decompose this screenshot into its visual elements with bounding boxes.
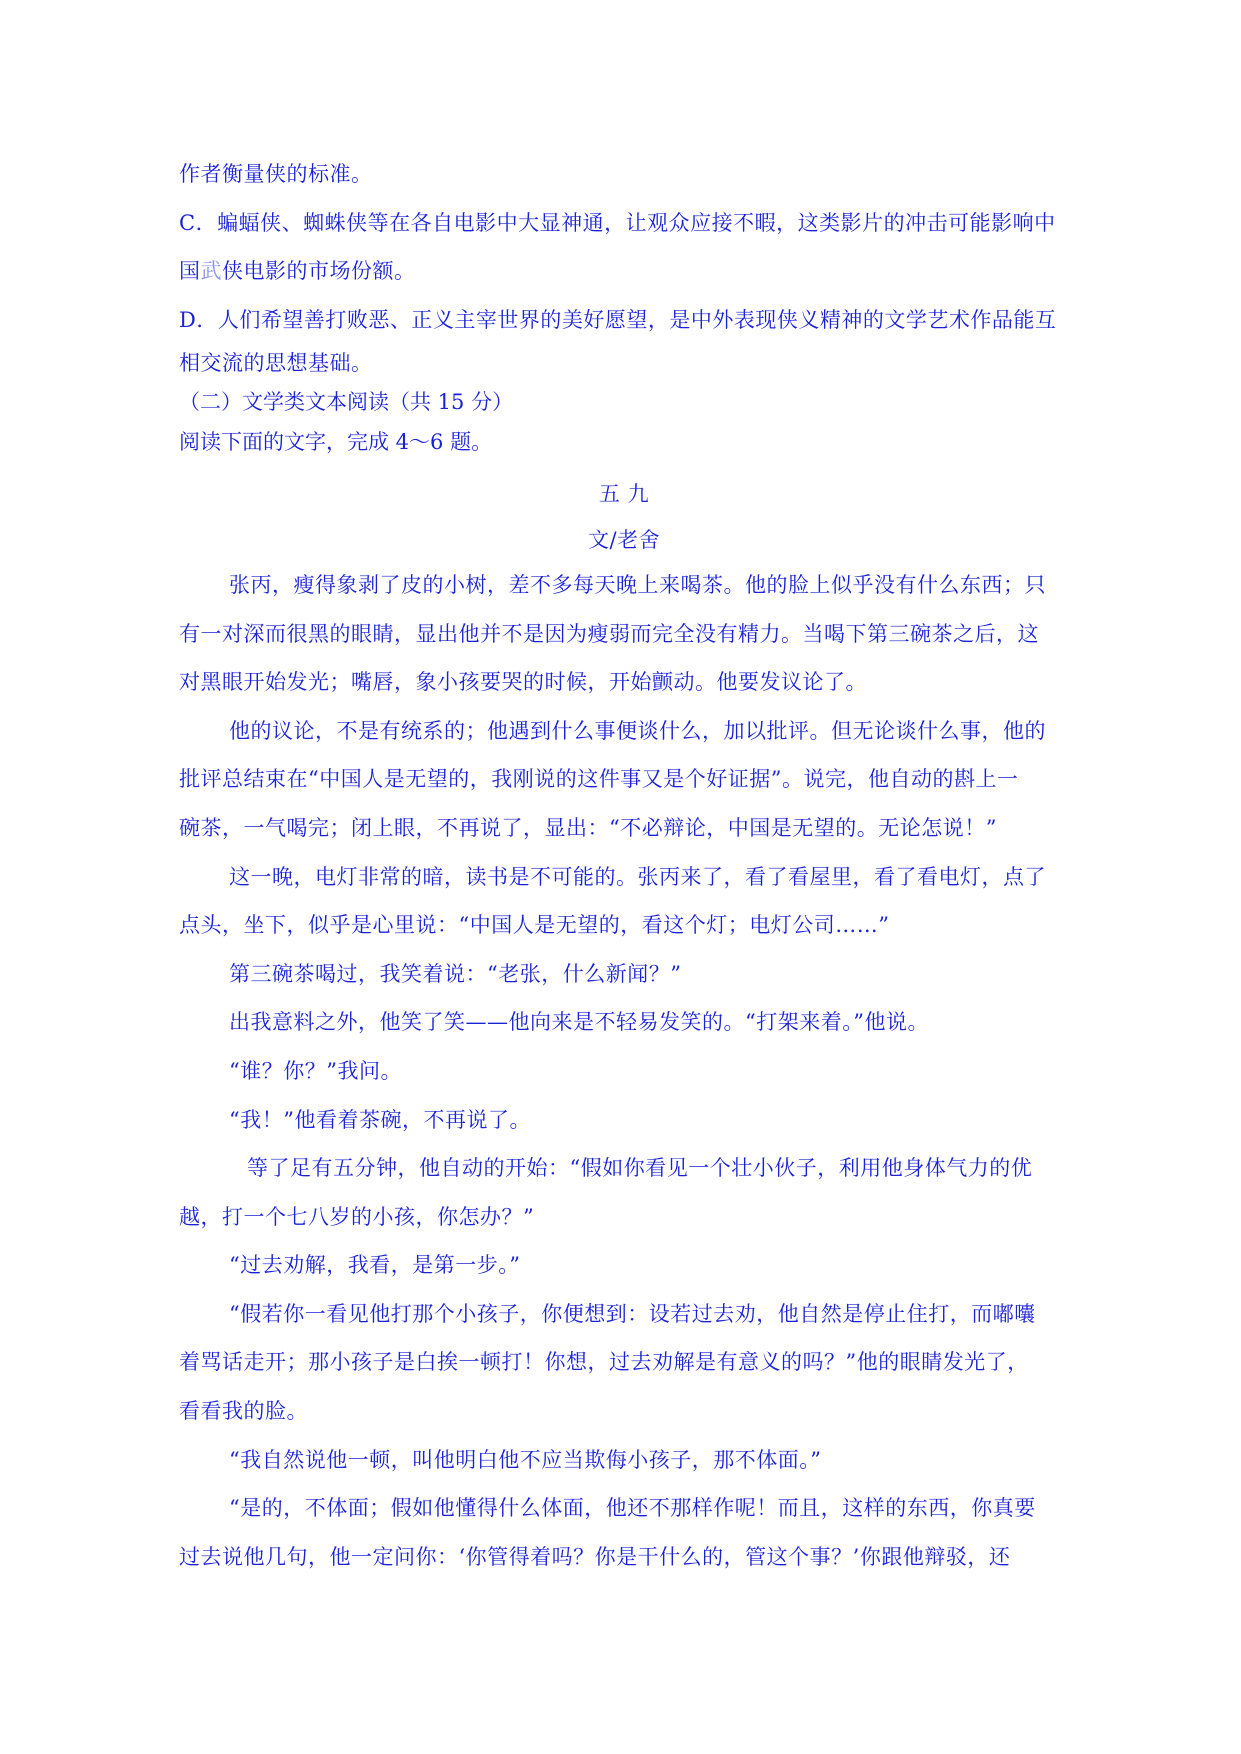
- story-line: “是的，不体面；假如他懂得什么体面，他还不那样作呢！而且，这样的东西，你真要: [229, 1496, 1036, 1521]
- story-line: 看看我的脸。: [179, 1399, 308, 1424]
- option-c-text-b: 侠电影的市场份额。: [222, 259, 416, 284]
- story-line: 过去说他几句，他一定问你：‘你管得着吗？你是干什么的，管这个事？’你跟他辩驳，还: [179, 1544, 1011, 1569]
- story-line: 出我意料之外，他笑了笑——他向来是不轻易发笑的。“打架来着。”他说。: [229, 1010, 929, 1035]
- story-line: 碗茶，一气喝完；闭上眼，不再说了，显出：“不必辩论，中国是无望的。无论怎说！”: [179, 815, 997, 840]
- story-line: 第三碗茶喝过，我笑着说：“老张，什么新闻？”: [229, 961, 682, 986]
- story-line: 点头，坐下，似乎是心里说：“中国人是无望的，看这个灯；电灯公司……”: [179, 913, 890, 938]
- option-d-line-2: 相交流的思想基础。: [179, 351, 373, 376]
- option-b-tail: 作者衡量侠的标准。: [179, 162, 373, 186]
- story-line: “我自然说他一顿，叫他明白他不应当欺侮小孩子，那不体面。”: [229, 1447, 822, 1472]
- story-line: “谁？你？”我问。: [229, 1058, 402, 1083]
- story-line: 批评总结束在“中国人是无望的，我刚说的这件事又是个好证据”。说完，他自动的斟上一: [179, 767, 1019, 792]
- document-page: [179, 150, 1069, 1581]
- option-c-line-1: C．蝙蝠侠、蜘蛛侠等在各自电影中大显神通，让观众应接不暇，这类影片的冲击可能影响中: [179, 210, 1056, 235]
- story-author: 文/老舍: [587, 527, 661, 552]
- story-line: 对黑眼开始发光；嘴唇，象小孩要哭的时候，开始颤动。他要发议论了。: [179, 670, 867, 695]
- option-c-text-a: 国: [179, 259, 201, 284]
- story-line: 等了足有五分钟，他自动的开始：“假如你看见一个壮小伙子，利用他身体气力的优: [247, 1156, 1033, 1181]
- story-line: 张丙，瘦得象剥了皮的小树，差不多每天晚上来喝茶。他的脸上似乎没有什么东西；只: [229, 572, 1046, 597]
- story-line: “过去劝解，我看，是第一步。”: [229, 1253, 521, 1278]
- section-instruction: 阅读下面的文字，完成 4～6 题。: [179, 430, 493, 455]
- section-heading: （二）文学类文本阅读（共 15 分）: [179, 390, 514, 415]
- story-line: 越，打一个七八岁的小孩，你怎办？”: [179, 1204, 535, 1229]
- story-line: “我！”他看着茶碗，不再说了。: [229, 1107, 531, 1132]
- story-title: 五 九: [598, 482, 650, 507]
- option-c-faded-char: 武: [200, 259, 222, 284]
- option-c-line-2: [179, 247, 1069, 296]
- story-line: 着骂话走开；那小孩子是白挨一顿打！你想，过去劝解是有意义的吗？”他的眼睛发光了，: [179, 1350, 1029, 1375]
- story-line: 这一晚，电灯非常的暗，读书是不可能的。张丙来了，看了看屋里，看了看电灯，点了: [229, 864, 1046, 889]
- story-body: [179, 561, 1069, 1581]
- story-line: 有一对深而很黑的眼睛，显出他并不是因为瘦弱而完全没有精力。当喝下第三碗茶之后，这: [179, 621, 1039, 646]
- story-line: “假若你一看见他打那个小孩子，你便想到：设若过去劝，他自然是停止住打，而嘟囔: [229, 1301, 1036, 1326]
- option-d-line-1: D．人们希望善打败恶、正义主宰世界的美好愿望，是中外表现侠义精神的文学艺术作品能互: [179, 307, 1057, 332]
- story-line: 他的议论，不是有统系的；他遇到什么事便谈什么，加以批评。但无论谈什么事，他的: [229, 718, 1046, 743]
